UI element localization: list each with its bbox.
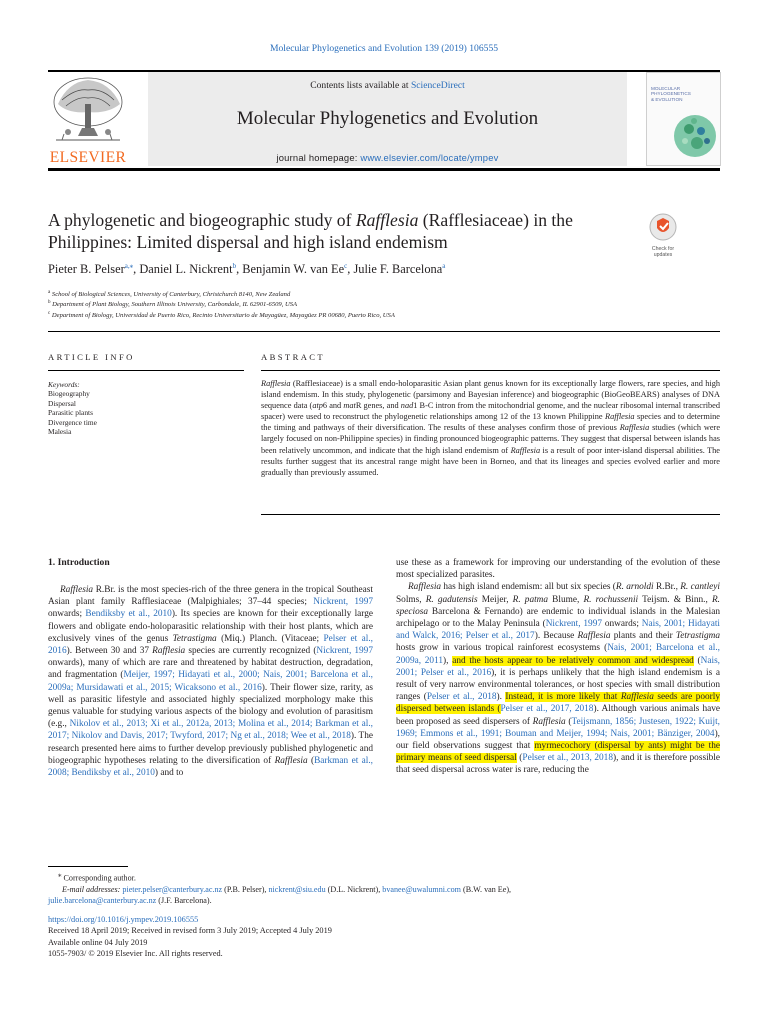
cover-artwork [669, 111, 717, 161]
footnotes [48, 870, 720, 906]
header-bottom-rule [48, 168, 720, 171]
publisher-logo-text: ELSEVIER [49, 149, 127, 166]
author[interactable]: Daniel L. Nickrent [139, 262, 233, 277]
journal-title: Molecular Phylogenetics and Evolution [236, 108, 539, 129]
keyword: Dispersal [48, 398, 76, 408]
citation-link[interactable]: Nickrent, 1997 [313, 597, 373, 608]
received-dates: Received 18 April 2019; Received in revised form 3 July 2019; Accepted 4 July 2019 [48, 926, 332, 936]
abstract-heading: ABSTRACT [261, 352, 326, 362]
homepage-label: journal homepage: [276, 152, 361, 163]
copyright: 1055-7903/ © 2019 Elsevier Inc. All rights reserved. [48, 949, 223, 959]
affiliation-marker: b [48, 300, 51, 305]
citation-link[interactable]: Teijsmann, 1856; Justesen, 1922; Kuijt, 1969; Emmons et al., 1991; Bouman and Meijer, 1994; Nais, 2001; Bänziger, 2004 [396, 716, 720, 739]
footnote-rule [48, 866, 128, 867]
journal-homepage [148, 152, 627, 164]
citation-link[interactable]: Nickrent, 1997 [545, 619, 602, 630]
email-link[interactable]: bvanee@uwalumni.com [382, 884, 461, 894]
abstract-rule [261, 370, 720, 371]
highlighted-text: Instead, it is more likely that Rafflesia seeds are poorly dispersed between islands ( [396, 692, 721, 715]
citation-link[interactable]: Meijer, 1997; Hidayati et al., 2000; Nais, 2001; Barcelona et al., 2009a; Mursidawati et al., 2015; Wicaksono et al., 2016 [48, 670, 373, 693]
citation-link[interactable]: Pelser et al., 2013, 2018 [522, 753, 613, 764]
cover-title: MOLECULAR PHYLOGENETICS & EVOLUTION [651, 86, 691, 102]
check-updates-icon [648, 212, 678, 242]
email-owner: (D.L. Nickrent), [327, 884, 381, 894]
author-affiliation-marker[interactable]: a [442, 262, 446, 270]
journal-header-box [148, 72, 627, 166]
citation-link[interactable]: Pelser et al., 2016 [48, 633, 373, 657]
highlighted-text: myrmecochory (dispersal by ants) might be the primary means of seed dispersal [396, 741, 720, 764]
corresponding-text: Corresponding author. [63, 873, 136, 883]
contents-prefix: Contents lists available at [310, 80, 411, 91]
author[interactable]: Benjamin W. van Ee [242, 262, 345, 277]
citation-link[interactable]: Barkman et al., 2008; Bendiksby et al., 2010 [48, 755, 374, 779]
author[interactable]: Pieter B. Pelser [48, 262, 125, 277]
available-online: Available online 04 July 2019 [48, 937, 148, 947]
author-affiliation-marker[interactable]: a,⁎ [124, 262, 134, 270]
citation-link[interactable]: Nais, 2001; Barcelona et al., 2009a, 2011 [396, 643, 720, 666]
author-affiliation-marker[interactable]: b [232, 262, 237, 270]
affiliation-marker: c [48, 311, 51, 316]
keyword: Divergence time [48, 417, 97, 427]
citation-link[interactable]: Nais, 2001; Hidayati and Walck, 2016; Pelser et al., 2017 [396, 619, 720, 642]
homepage-link[interactable]: www.elsevier.com/locate/ympev [360, 152, 499, 163]
affiliation-text: Department of Biology, Universidad de Puerto Rico, Recinto Universitario de Mayagüez, Mayagüez PR 00680, Puerto Rico, USA [51, 312, 395, 320]
contents-line [148, 80, 627, 91]
affiliation [48, 311, 395, 319]
intro-right-column: use these as a framework for improving our understanding of the evolution of these most specialized parasites. Rafflesia has high island endemism: all but six species (R. arnoldi R.Br., R. cantleyi Solms, R. gadutensis Meijer, R. patma Blume, R. rochussenii Teijsm. & Binn., R. speciosa Barcelona & Fernando) are endemic to individual islands in the Malesian archipelago or to the Malay Peninsula (Nickrent, 1997 onwards; Nais, 2001; Hidayati and Walck, 2016; Pelser et al., 2017). Because Rafflesia plants and their Tetrastigma hosts grow in various tropical rainforest ecosystems (Nais, 2001; Barcelona et al., 2009a, 2011), and the hosts appear to be relatively common and widespread (Nais, 2001; Pelser et al., 2016), it is perhaps unlikely that the high island endemism is a result of very narrow environmental tolerances, or host species with small distribution ranges (Pelser et al., 2018). Instead, it is more likely that Rafflesia seeds are poorly dispersed between islands (Pelser et al., 2017, 2018). Although various animals have been proposed as seed dispersers of Rafflesia (Teijsmann, 1856; Justesen, 1922; Kuijt, 1969; Emmons et al., 1991; Bouman and Meijer, 1994; Nais, 2001; Bänziger, 2004), our field observations suggest that myrmecochory (dispersal by ants) might be the primary means of seed dispersal (Pelser et al., 2013, 2018), and it is therefore possible that seed dispersal across water is rare, reducing the [396, 558, 721, 776]
citation-link[interactable]: Nickrent, 1997 [316, 646, 373, 657]
citation-link[interactable]: Nikolov et al., 2013; Xi et al., 2012a, 2013; Molina et al., 2014; Barkman et al., 2017; Nikolov and Davis, 2017; Twyford, 2017; Ng et al., 2018; Wee et al., 2018 [48, 719, 373, 742]
article-info-heading: ARTICLE INFO [48, 352, 135, 362]
email-owner: (B.W. van Ee), [463, 884, 512, 894]
title-text-1: A phylogenetic and biogeographic study of [48, 210, 356, 230]
highlighted-text: and the hosts appear to be relatively common and widespread [452, 655, 694, 666]
article-info-rule [48, 370, 244, 371]
title-genus: Rafflesia [355, 210, 419, 230]
author-affiliation-marker[interactable]: c [344, 262, 348, 270]
intro-left-column: Rafflesia R.Br. is the most species-rich of the three genera in the tropical Southeast Asian plant family Rafflesiaceae (Malpighiales; 37–44 species; Nickrent, 1997 onwards; Bendiksby et al., 2010). Its species are known for their exceptionally large flowers and obligate endo-holoparasitic relationship with their host plants, which are exclusively vines of the genus Tetrastigma (Miq.) Planch. (Vitaceae; Pelser et al., 2016). Between 30 and 37 Rafflesia species are currently recognized (Nickrent, 1997 onwards), many of which are rare and threatened by habitat destruction, degradation, and fragmentation (Meijer, 1997; Hidayati et al., 2000; Nais, 2001; Barcelona et al., 2009a; Mursidawati et al., 2015; Wicaksono et al., 2016). Their flower size, rarity, as well as parasitic lifestyle and associated highly specialized morphology make this genus valuable for studying various aspects of the biology and evolution of parasitism (e.g., Nikolov et al., 2013; Xi et al., 2012a, 2013; Molina et al., 2014; Barkman et al., 2017; Nikolov and Davis, 2017; Twyford, 2017; Ng et al., 2018; Wee et al., 2018). The research presented here aims to further develop previously published phylogenetic and biogeographic hypotheses relating to the diversification of Rafflesia (Barkman et al., 2008; Bendiksby et al., 2010) and to [48, 585, 374, 779]
citation-link[interactable]: Nais, 2001; Pelser et al., 2016 [396, 655, 721, 678]
abstract-bottom-rule [261, 514, 720, 515]
affiliation-marker: a [48, 290, 51, 295]
citation-link[interactable]: Pelser et al., 2018 [426, 692, 497, 703]
sciencedirect-link[interactable]: ScienceDirect [410, 80, 465, 91]
affiliation [48, 290, 290, 298]
author-list: Pieter B. Pelser$^{a,⁎}$, Daniel L. Nickrent$^b$, Benjamin W. van Ee$^c$, Julie F. Barcelona$^a$ [48, 262, 446, 277]
affiliation-text: School of Biological Sciences, University of Canterbury, Christchurch 8140, New Zealand [51, 291, 291, 299]
affiliation [48, 300, 297, 308]
section-rule [48, 331, 720, 332]
email-link[interactable]: pieter.pelser@canterbury.ac.nz [122, 884, 223, 894]
email-line [48, 884, 720, 895]
publication-info [48, 914, 332, 960]
keyword: Parasitic plants [48, 408, 93, 418]
email-owner: (J.F. Barcelona). [158, 896, 212, 906]
affiliation-text: Department of Plant Biology, Southern Illinois University, Carbondale, IL 62901-6509, USA [52, 301, 298, 309]
keyword: Malesia [48, 427, 72, 437]
corresponding-author-note: ⁎ Corresponding author. [58, 871, 136, 883]
elsevier-tree-logo [48, 74, 128, 148]
title-text-2: (Rafflesiaceae) in the Philippines: Limited dispersal and high island endemism [48, 210, 573, 252]
doi-link[interactable]: https://doi.org/10.1016/j.ympev.2019.106555 [48, 915, 199, 924]
abstract-text: Rafflesia (Rafflesiaceae) is a small endo-holoparasitic Asian plant genus known for its exceptionally large flowers, rare species, and high island endemism. In this study, phylogenetic (parsimony and Bayesian inference) and biogeographic (BioGeoBEARS) analyses of DNA sequence data (atp6 and matR genes, and nad1 B-C intron from the mitochondrial genome, and the nuclear ribosomal internal transcribed spacer) were used to reconstruct the phylogenetic relationships among 12 of the 13 known Philippine Rafflesia species and to determine the timing and pathways of their diversification. The results of these analyses confirm those of previous Rafflesia studies (which were largely focused on non-Philippine species) in finding pronounced biogeographic patterns. They suggest that dispersal between islands has been relatively uncommon, and indicate that the high island endemism of Rafflesia is a result of poor inter-island dispersal abilities. The results further suggest that its ancestral range might have been in Borneo, and that its lineages and species evolved earlier and more gradually than previously assumed. [261, 379, 721, 477]
keywords-block [48, 380, 97, 436]
journal-cover-image[interactable] [646, 72, 721, 166]
email-owner: (P.B. Pelser), [224, 884, 267, 894]
email-line-2 [48, 895, 720, 906]
citation-link[interactable]: Pelser et al., 2017, 2018 [500, 704, 594, 715]
check-updates-label: Check for updates [651, 246, 675, 258]
article-title [48, 210, 628, 253]
journal-citation[interactable]: Molecular Phylogenetics and Evolution 139 (2019) 106555 [269, 43, 499, 54]
author[interactable]: Julie F. Barcelona [353, 262, 443, 277]
check-for-updates-badge[interactable] [648, 212, 678, 256]
email-label: E-mail addresses: [62, 884, 121, 894]
section-heading-introduction: 1. Introduction [48, 557, 110, 568]
email-link[interactable]: nickrent@siu.edu [268, 884, 326, 894]
email-link[interactable]: julie.barcelona@canterbury.ac.nz [48, 896, 157, 906]
keyword: Biogeography [48, 389, 90, 399]
keywords-label: Keywords: [48, 380, 80, 389]
citation-link[interactable]: Bendiksby et al., 2010 [85, 609, 172, 620]
